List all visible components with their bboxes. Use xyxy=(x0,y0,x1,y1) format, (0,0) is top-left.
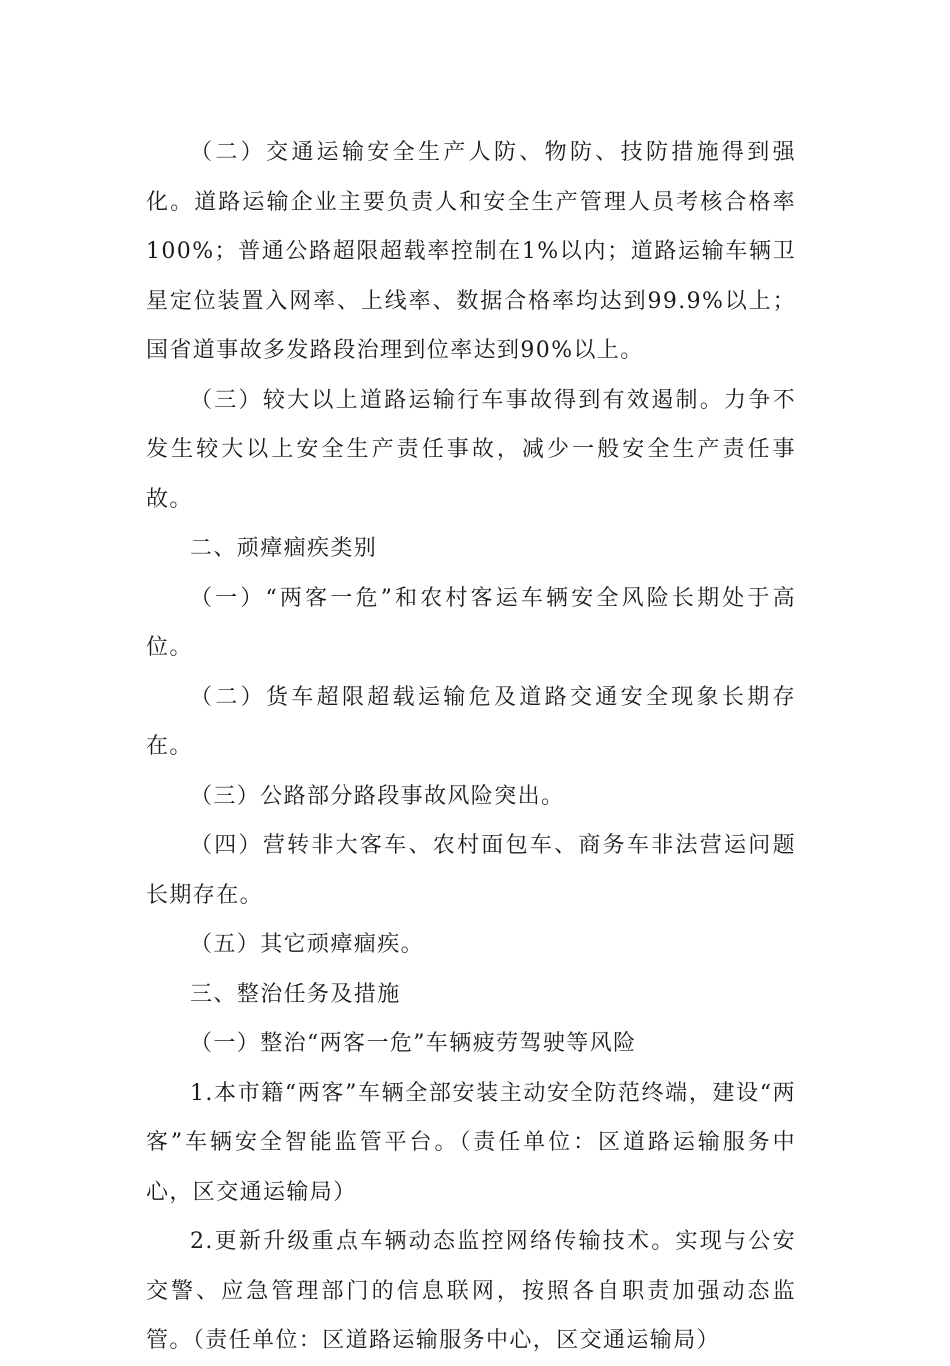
paragraph-target-3: （三）较大以上道路运输行车事故得到有效遏制。力争不发生较大以上安全生产责任事故，减少一般安全生产责任事故。 xyxy=(146,387,796,512)
paragraph-target-2: （二）交通运输安全生产人防、物防、技防措施得到强化。道路运输企业主要负责人和安全生产管理人员考核合格率100%；普通公路超限超载率控制在1%以内；道路运输车辆卫星定位装置入网率、上线率、数据合格率均达到99.9%以上；国省道事故多发路段治理到位率达到90%以上。 xyxy=(146,140,796,363)
task-item-1: 1.本市籍“两客”车辆全部安装主动安全防范终端，建设“两客”车辆安全智能监管平台。（责任单位：区道路运输服务中心，区交通运输局） xyxy=(146,1080,796,1205)
category-item-4: （四）营转非大客车、农村面包车、商务车非法营运问题长期存在。 xyxy=(146,833,796,908)
section-heading-3: 三、整治任务及措施 xyxy=(190,981,401,1007)
category-item-1: （一）“两客一危”和农村客运车辆安全风险长期处于高位。 xyxy=(146,585,796,660)
section-heading-2: 二、顽瘴痼疾类别 xyxy=(190,536,378,561)
category-item-2: （二）货车超限超载运输危及道路交通安全现象长期存在。 xyxy=(146,684,796,759)
subsection-heading-1: （一）整治“两客一危”车辆疲劳驾驶等风险 xyxy=(190,1031,637,1056)
document-body xyxy=(146,128,796,1366)
task-item-2: 2.更新升级重点车辆动态监控网络传输技术。实现与公安交警、应急管理部门的信息联网，按照各自职责加强动态监管。（责任单位：区道路运输服务中心，区交通运输局） xyxy=(146,1229,796,1353)
category-item-3: （三）公路部分路段事故风险突出。 xyxy=(190,783,565,809)
category-item-5: （五）其它顽瘴痼疾。 xyxy=(190,932,425,957)
